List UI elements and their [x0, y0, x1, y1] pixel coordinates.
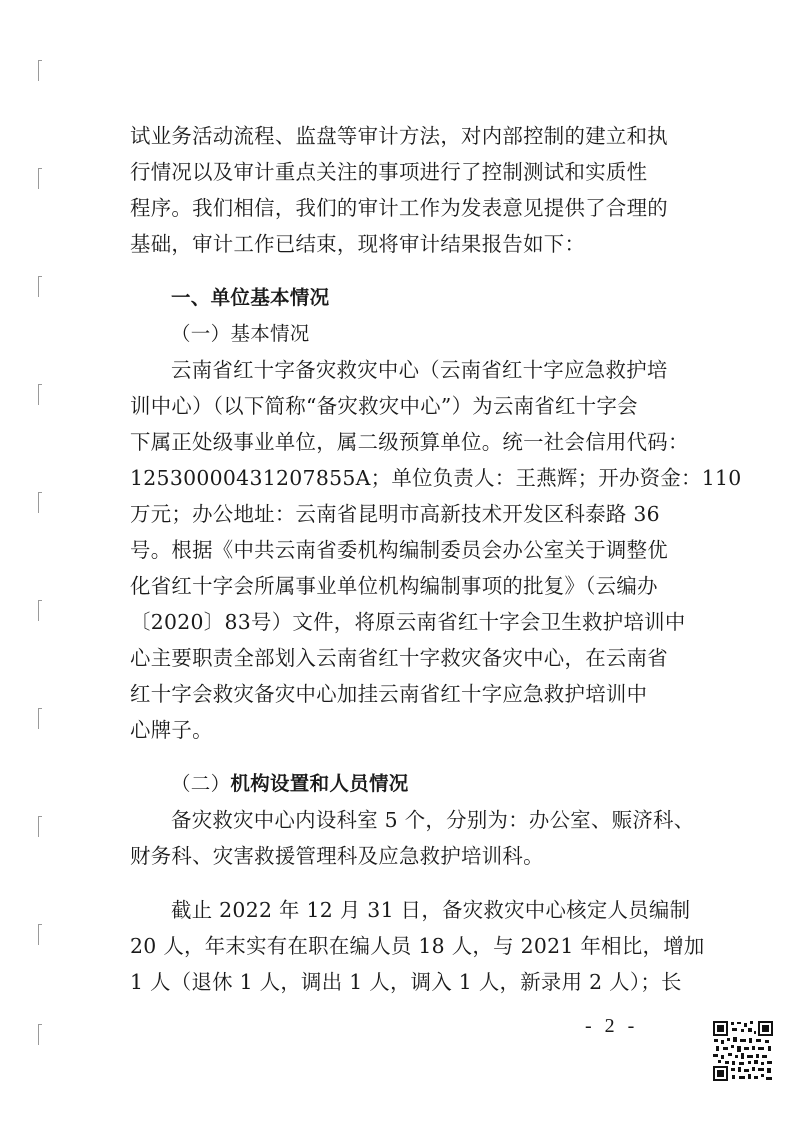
- paragraph-line: 基础，审计工作已结束，现将审计结果报告如下：: [130, 232, 586, 256]
- page-number: - 2 -: [585, 1015, 639, 1037]
- paragraph-line: 号。根据《中共云南省委机构编制委员会办公室关于调整优: [130, 538, 668, 562]
- paragraph-line: 心牌子。: [130, 718, 213, 742]
- paragraph-line: 12530000431207855A；单位负责人：王燕辉；开办资金：110: [130, 466, 742, 490]
- paragraph-line: 下属正处级事业单位，属二级预算单位。统一社会信用代码：: [130, 430, 689, 454]
- paragraph-line: 行情况以及审计重点关注的事项进行了控制测试和实质性: [130, 160, 648, 184]
- qr-code: [712, 1020, 774, 1082]
- binding-mark: [38, 708, 42, 729]
- paragraph-line: 云南省红十字备灾救灾中心（云南省红十字应急救护培: [171, 358, 668, 382]
- binding-mark: [38, 816, 42, 837]
- subsection-heading: [171, 766, 409, 802]
- subsection-number: （二）: [171, 772, 231, 795]
- paragraph-line: 20 人，年末实有在职在编人员 18 人，与 2021 年相比，增加: [130, 934, 705, 958]
- paragraph-line: 截止 2022 年 12 月 31 日，备灾救灾中心核定人员编制: [171, 898, 691, 922]
- binding-mark: [38, 924, 42, 945]
- binding-mark: [38, 600, 42, 621]
- paragraph-line: 试业务活动流程、监盘等审计方法，对内部控制的建立和执: [130, 124, 668, 148]
- paragraph-line: 程序。我们相信，我们的审计工作为发表意见提供了合理的: [130, 196, 668, 220]
- paragraph-line: 化省红十字会所属事业单位机构编制事项的批复》（云编办: [130, 574, 658, 598]
- section-heading: 一、单位基本情况: [171, 286, 330, 309]
- binding-mark: [38, 1024, 42, 1045]
- subsection-title: 机构设置和人员情况: [230, 772, 409, 795]
- paragraph-line: 〔2020〕83号）文件，将原云南省红十字会卫生救护培训中: [130, 610, 686, 634]
- paragraph-line: 备灾救灾中心内设科室 5 个，分别为：办公室、赈济科、: [171, 808, 695, 832]
- paragraph-line: 财务科、灾害救援管理科及应急救护培训科。: [130, 844, 544, 868]
- binding-mark: [38, 168, 42, 189]
- binding-mark: [38, 60, 42, 81]
- paragraph-line: 万元；办公地址：云南省昆明市高新技术开发区科泰路 36: [130, 502, 660, 526]
- paragraph-line: 心主要职责全部划入云南省红十字救灾备灾中心，在云南省: [130, 646, 668, 670]
- binding-mark: [38, 492, 42, 513]
- paragraph-line: 红十字会救灾备灾中心加挂云南省红十字应急救护培训中: [130, 682, 648, 706]
- subsection-heading: （一）基本情况: [171, 322, 310, 345]
- paragraph-line: 训中心）（以下简称“备灾救灾中心”）为云南省红十字会: [130, 394, 638, 418]
- paragraph-line: 1 人（退休 1 人，调出 1 人，调入 1 人，新录用 2 人）；长: [130, 970, 682, 994]
- binding-mark: [38, 276, 42, 297]
- binding-mark: [38, 384, 42, 405]
